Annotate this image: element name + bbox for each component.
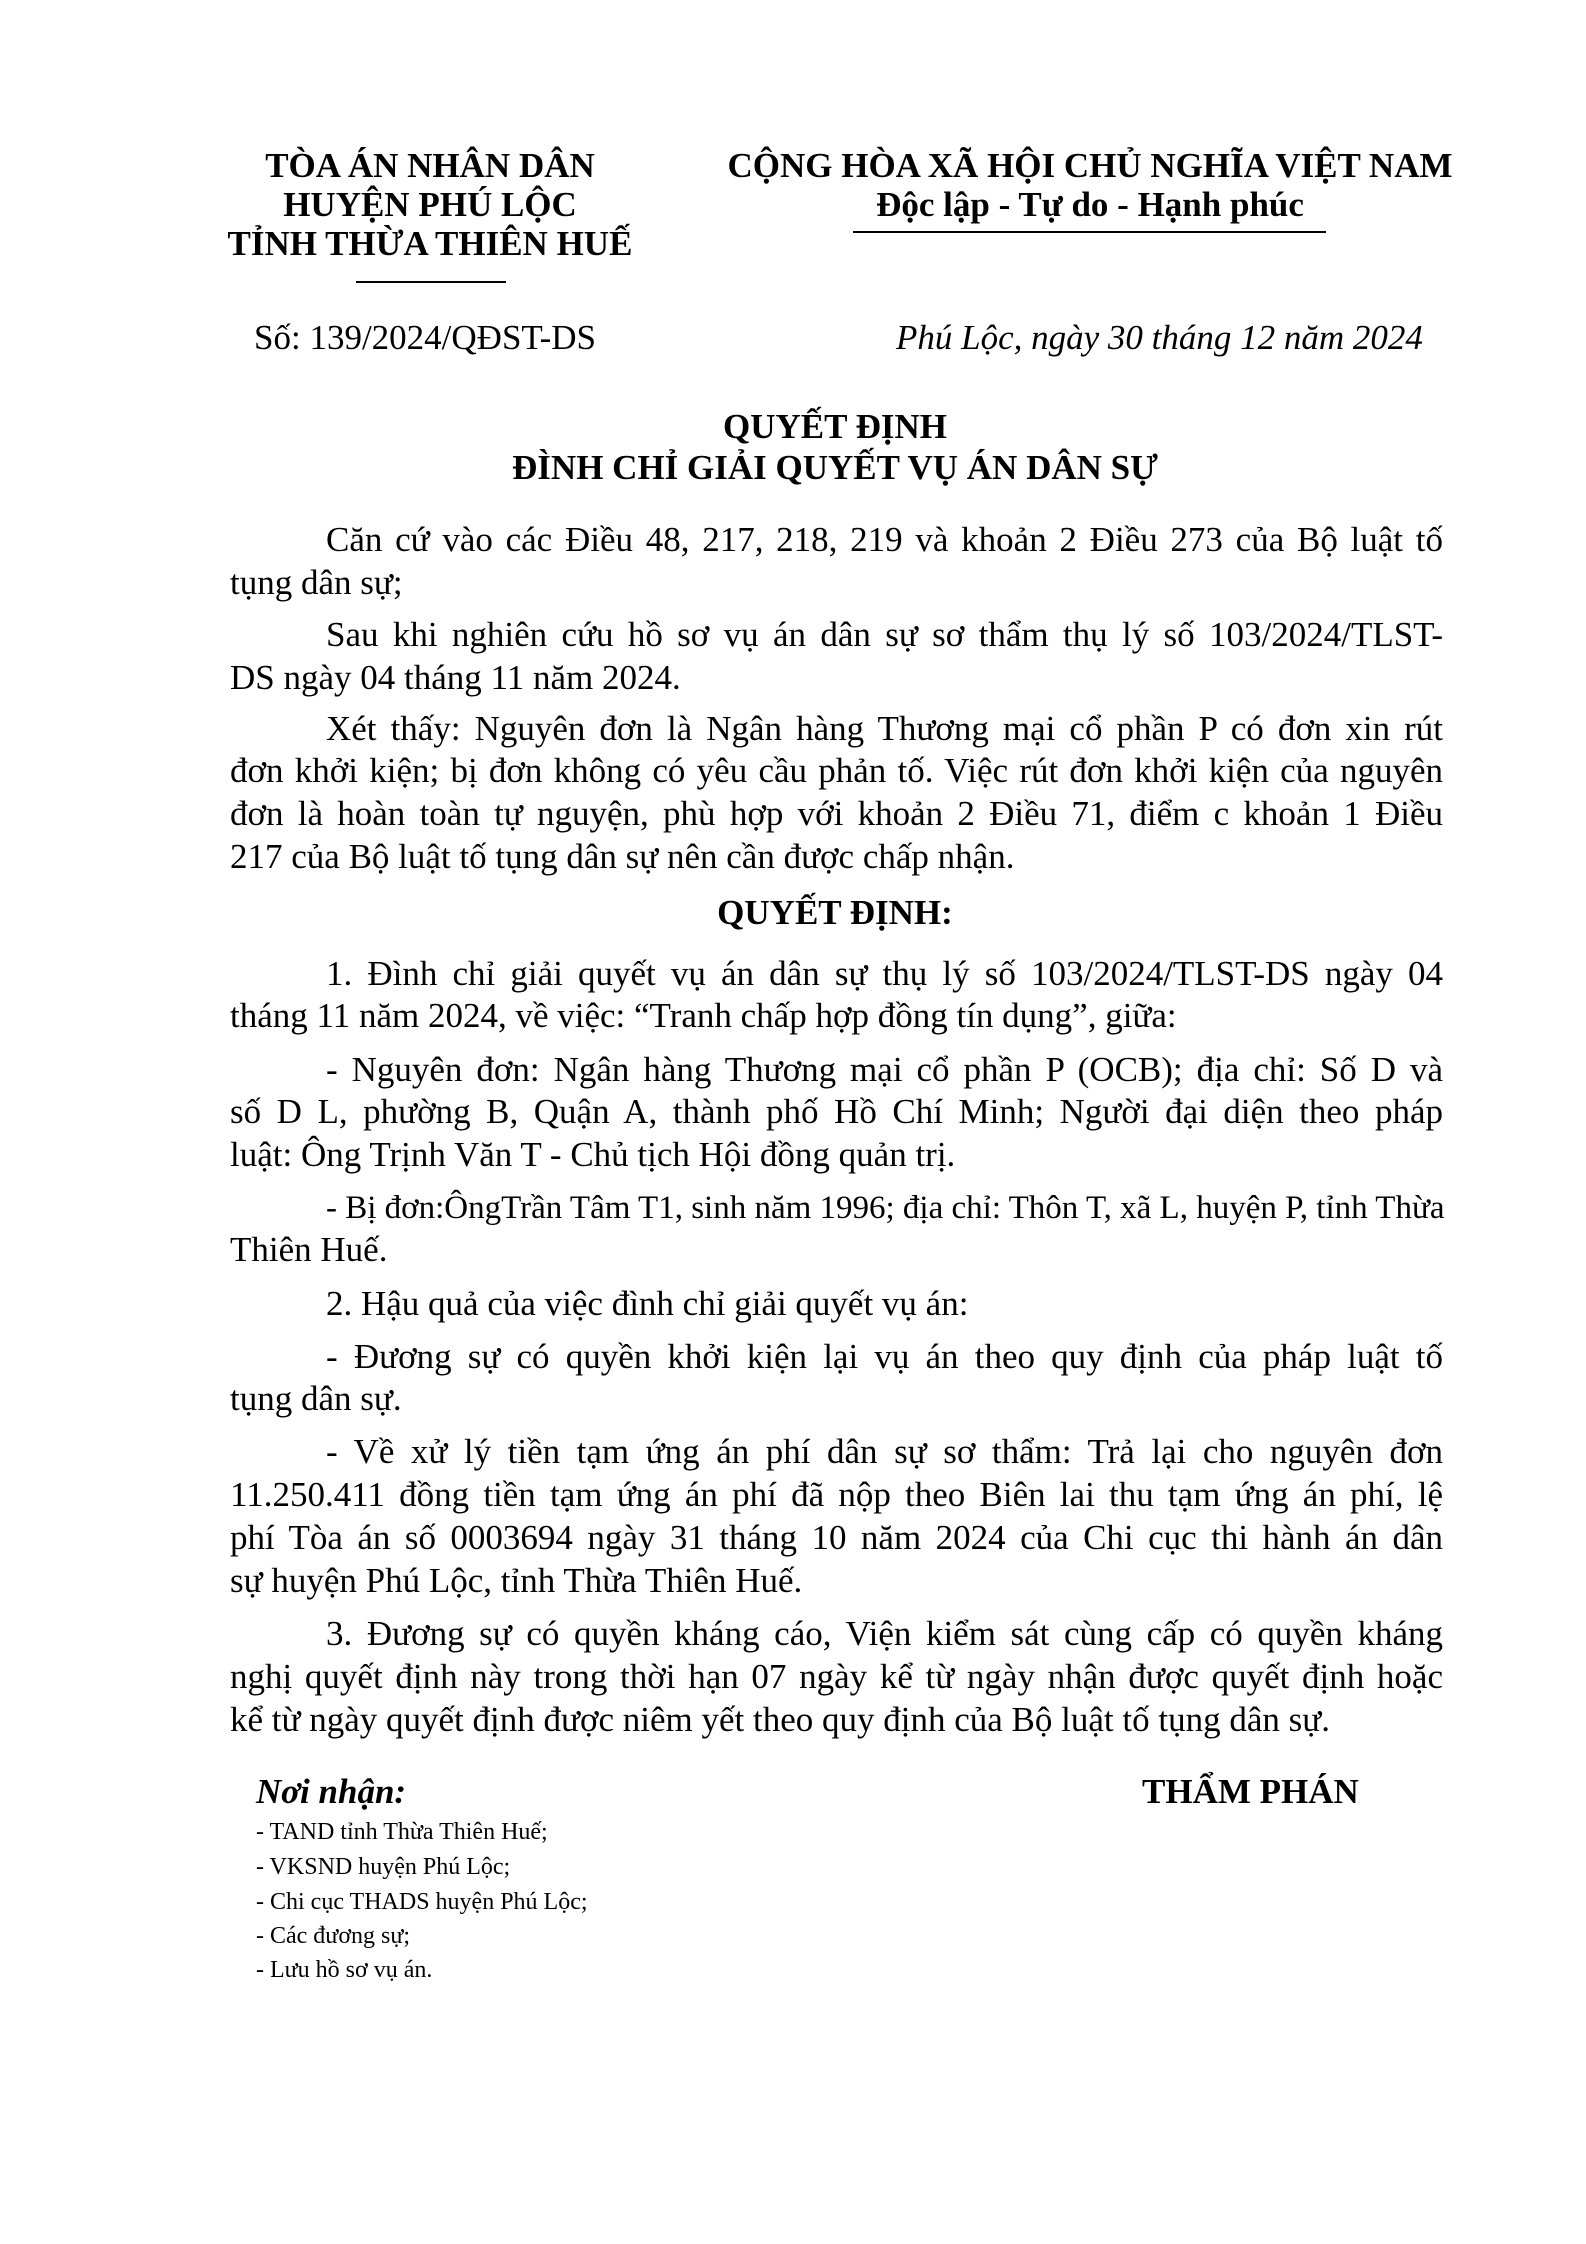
preamble-line: tụng dân sự; [230,563,403,602]
decision-line: kể từ ngày quyết định được niêm yết theo quy định của Bộ luật tố tụng dân sự. [230,1700,1330,1739]
preamble-line: Xét thấy: Nguyên đơn là Ngân hàng Thương mại cổ phần P có đơn xin rút [326,709,1443,748]
decision-line: sự huyện Phú Lộc, tỉnh Thừa Thiên Huế. [230,1561,803,1600]
recipient-item: - VKSND huyện Phú Lộc; [256,1854,511,1880]
preamble-line: đơn là hoàn toàn tự nguyện, phù hợp với khoản 2 Điều 71, điểm c khoản 1 Điều [230,794,1443,833]
recipient-item: - Chi cục THADS huyện Phú Lộc; [256,1889,588,1915]
recipient-item: - TAND tỉnh Thừa Thiên Huế; [256,1819,548,1845]
recipient-item: - Lưu hồ sơ vụ án. [256,1957,433,1983]
court-name-line-2: HUYỆN PHÚ LỘC [283,185,577,224]
court-name-line-3: TỈNH THỪA THIÊN HUẾ [227,224,633,263]
decision-line: - Bị đơn:ÔngTrần Tâm T1, sinh năm 1996; địa chỉ: Thôn T, xã L, huyện P, tỉnh Thừa [326,1190,1445,1226]
motto-underline [853,231,1326,233]
court-name-line-1: TÒA ÁN NHÂN DÂN [265,146,595,185]
decision-line: 11.250.411 đồng tiền tạm ứng án phí đã nộp theo Biên lai thu tạm ứng án phí, lệ [230,1475,1443,1514]
decision-line: phí Tòa án số 0003694 ngày 31 tháng 10 năm 2024 của Chi cục thi hành án dân [230,1518,1443,1557]
decision-line: nghị quyết định này trong thời hạn 07 ngày kể từ ngày nhận được quyết định hoặc [230,1657,1443,1696]
signer-title: THẨM PHÁN [1142,1772,1359,1811]
decision-line: 1. Đình chỉ giải quyết vụ án dân sự thụ lý số 103/2024/TLST-DS ngày 04 [326,954,1443,993]
decision-line: - Về xử lý tiền tạm ứng án phí dân sự sơ thẩm: Trả lại cho nguyên đơn [326,1432,1443,1471]
national-motto: Độc lập - Tự do - Hạnh phúc [876,185,1304,224]
place-and-date: Phú Lộc, ngày 30 tháng 12 năm 2024 [896,318,1423,357]
decision-line: Thiên Huế. [230,1230,388,1269]
recipient-item: - Các đương sự; [256,1923,411,1949]
document-number: Số: 139/2024/QĐST-DS [254,318,596,357]
preamble-line: 217 của Bộ luật tố tụng dân sự nên cần được chấp nhận. [230,837,1015,876]
document-title: QUYẾT ĐỊNH [723,407,947,446]
preamble-line: đơn khởi kiện; bị đơn không có yêu cầu phản tố. Việc rút đơn khởi kiện của nguyên [230,751,1443,790]
decision-line: 2. Hậu quả của việc đình chỉ giải quyết vụ án: [326,1284,969,1323]
document-subtitle: ĐÌNH CHỈ GIẢI QUYẾT VỤ ÁN DÂN SỰ [512,448,1158,487]
decision-line: số D L, phường B, Quận A, thành phố Hồ Chí Minh; Người đại diện theo pháp [230,1092,1443,1131]
preamble-line: Sau khi nghiên cứu hồ sơ vụ án dân sự sơ thẩm thụ lý số 103/2024/TLST- [326,615,1443,654]
decision-line: - Đương sự có quyền khởi kiện lại vụ án theo quy định của pháp luật tố [326,1337,1443,1376]
decision-line: tụng dân sự. [230,1379,402,1418]
national-title: CỘNG HÒA XÃ HỘI CHỦ NGHĨA VIỆT NAM [727,146,1453,185]
decision-line: tháng 11 năm 2024, về việc: “Tranh chấp hợp đồng tín dụng”, giữa: [230,996,1177,1035]
preamble-line: Căn cứ vào các Điều 48, 217, 218, 219 và khoản 2 Điều 273 của Bộ luật tố [326,520,1443,559]
decision-line: 3. Đương sự có quyền kháng cáo, Viện kiểm sát cùng cấp có quyền kháng [326,1614,1443,1653]
recipients-heading: Nơi nhận: [256,1772,407,1811]
decision-heading: QUYẾT ĐỊNH: [717,893,953,932]
decision-line: luật: Ông Trịnh Văn T - Chủ tịch Hội đồng quản trị. [230,1135,956,1174]
court-name-underline [356,281,506,283]
preamble-line: DS ngày 04 tháng 11 năm 2024. [230,658,681,697]
decision-line: - Nguyên đơn: Ngân hàng Thương mại cổ phần P (OCB); địa chỉ: Số D và [326,1050,1443,1089]
